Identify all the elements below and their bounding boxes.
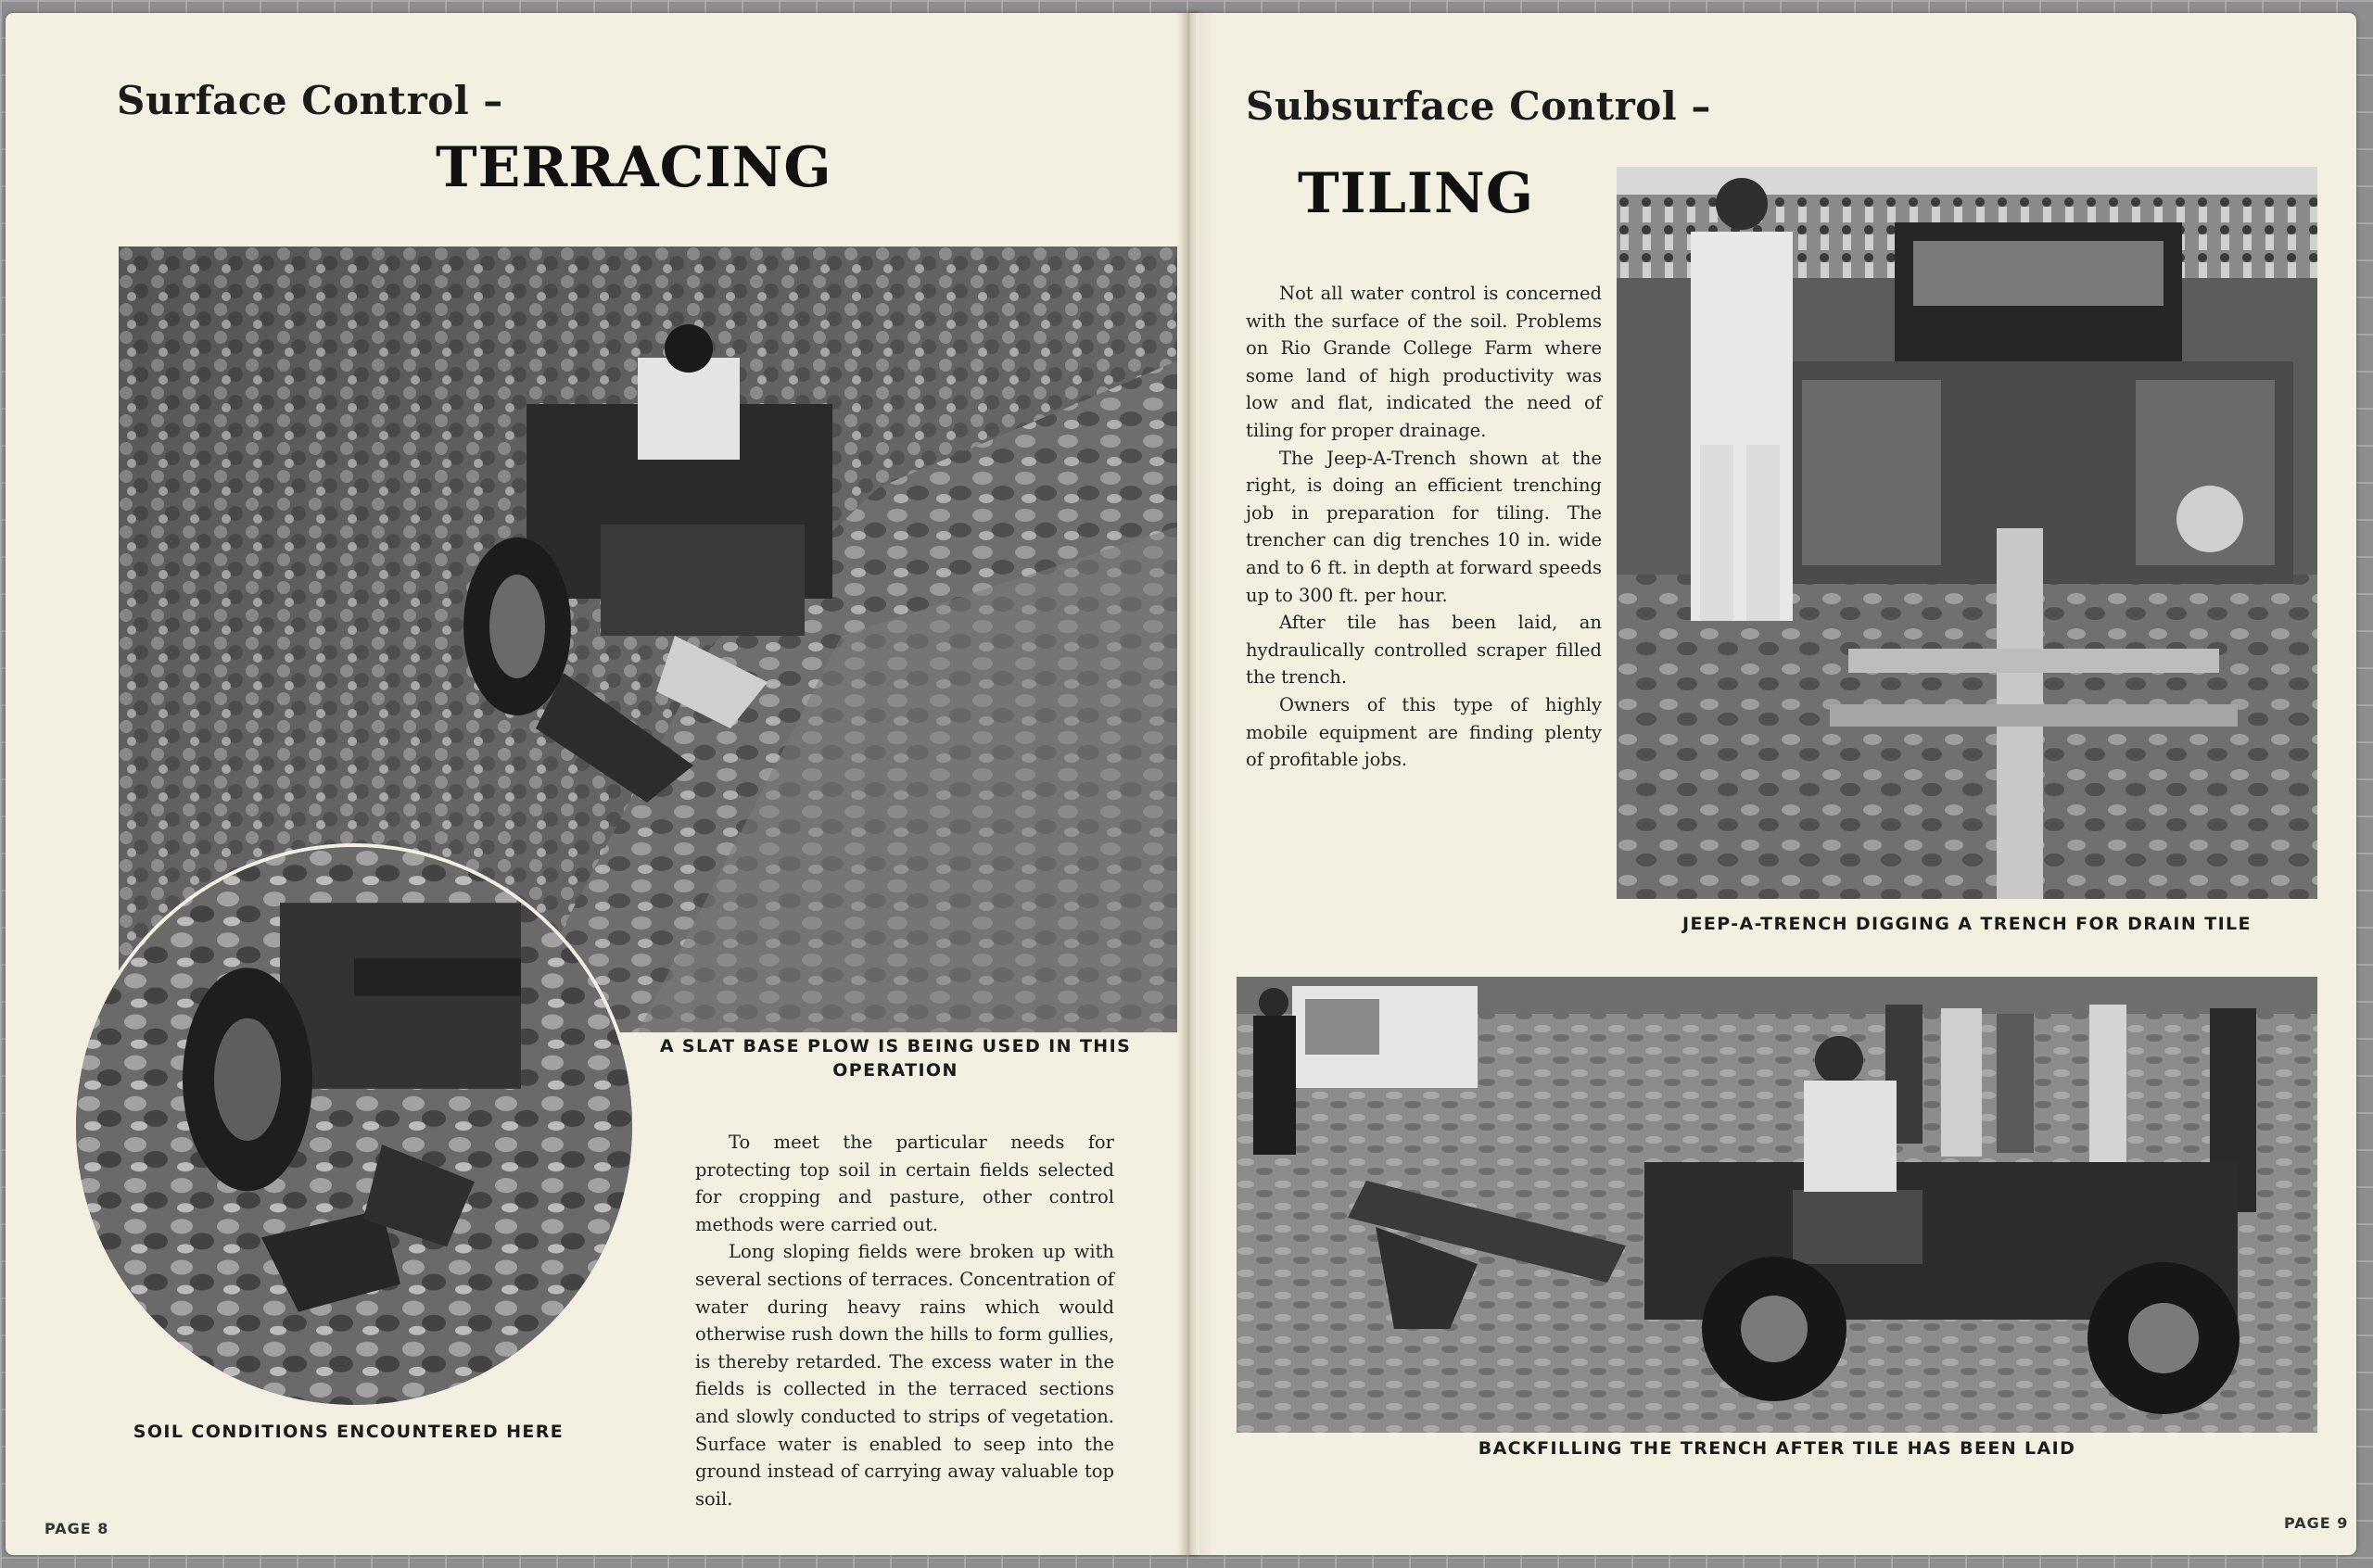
soil-conditions-caption: SOIL CONDITIONS ENCOUNTERED HERE: [133, 1422, 565, 1442]
tiling-body-text: [1246, 280, 1602, 774]
tiling-paragraph-3: After tile has been laid, an hydraulically controlled scraper filled the trench.: [1246, 612, 1602, 689]
terracing-paragraph-2: Long sloping fields were broken up with several sections of terraces. Concentration of water during heavy rains which would otherwise rush down the hills to form gullies, is thereby retarded. The excess water in the fields is collected in the terraced sections and slowly conducted to strips of vegetation. Surface water is enabled to seep into the ground instead of carrying away valuable top soil.: [695, 1241, 1114, 1510]
soil-conditions-circular-photo: [72, 843, 636, 1409]
jeep-a-trench-photo: [1617, 167, 2317, 899]
terracing-subheading: Surface Control –: [117, 78, 503, 123]
tiling-subheading: Subsurface Control –: [1246, 83, 1711, 129]
backfilling-caption: BACKFILLING THE TRENCH AFTER TILE HAS BEEN LAID: [1478, 1438, 2076, 1459]
slat-base-plow-caption: A SLAT BASE PLOW IS BEING USED IN THIS OPERATION: [659, 1036, 1132, 1081]
book-spine: [1177, 13, 1199, 1555]
tiling-paragraph-2: The Jeep-A-Trench shown at the right, is doing an efficient trenching job in preparation for tiling. The trencher can dig trenches 10 in. wide and to 6 ft. in depth at forward speeds up to 300 ft. per hour.: [1246, 447, 1602, 606]
terracing-paragraph-1: To meet the particular needs for protecting top soil in certain fields selected for cropping and pasture, other control methods were carried out.: [695, 1132, 1114, 1235]
tiling-heading: TILING: [1298, 161, 1535, 226]
backfilling-trench-photo: [1237, 977, 2317, 1433]
tiling-paragraph-4: Owners of this type of highly mobile equipment are finding plenty of profitable jobs.: [1246, 693, 1602, 771]
jeep-a-trench-caption: JEEP-A-TRENCH DIGGING A TRENCH FOR DRAIN TILE: [1682, 914, 2252, 934]
terracing-heading: TERRACING: [436, 135, 832, 200]
right-page: [1186, 13, 2356, 1555]
left-page: [6, 13, 1199, 1555]
tiling-paragraph-1: Not all water control is concerned with the surface of the soil. Problems on Rio Grande College Farm where some land of high productivity was low and flat, indicated the need of tiling for proper drainage.: [1246, 283, 1602, 441]
page-number-right: PAGE 9: [2284, 1514, 2349, 1532]
page-number-left: PAGE 8: [44, 1520, 109, 1537]
terracing-body-text: [695, 1129, 1114, 1512]
